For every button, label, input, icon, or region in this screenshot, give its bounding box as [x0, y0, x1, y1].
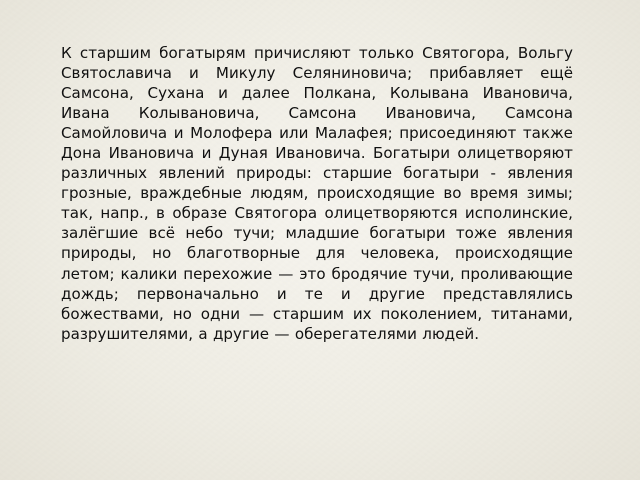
body-paragraph: К старшим богатырям причисляют только Святогора, Вольгу Святославича и Микулу Селяниновича; прибавляет ещё Самсона, Сухана и далее Полкана, Колывана Ивановича, Ивана Колывановича, Самсона Ивановича, Самсона Самойловича и Молофера или Малафея; присоединяют также Дона Ивановича и Дуная Ивановича. Богатыри олицетворяют различных явлений природы: старшие богатыри - явления грозные, враждебные людям, происходящие во время зимы; так, напр., в образе Святогора олицетворяются исполинские, залёгшие всё небо тучи; младшие богатыри тоже явления природы, но благотворные для человека, происходящие летом; калики перехожие — это бродячие тучи, проливающие дождь; первоначально и те и другие представлялись божествами, но одни — старшим их поколением, титанами, разрушителями, а другие — оберегателями людей. [61, 44, 573, 343]
